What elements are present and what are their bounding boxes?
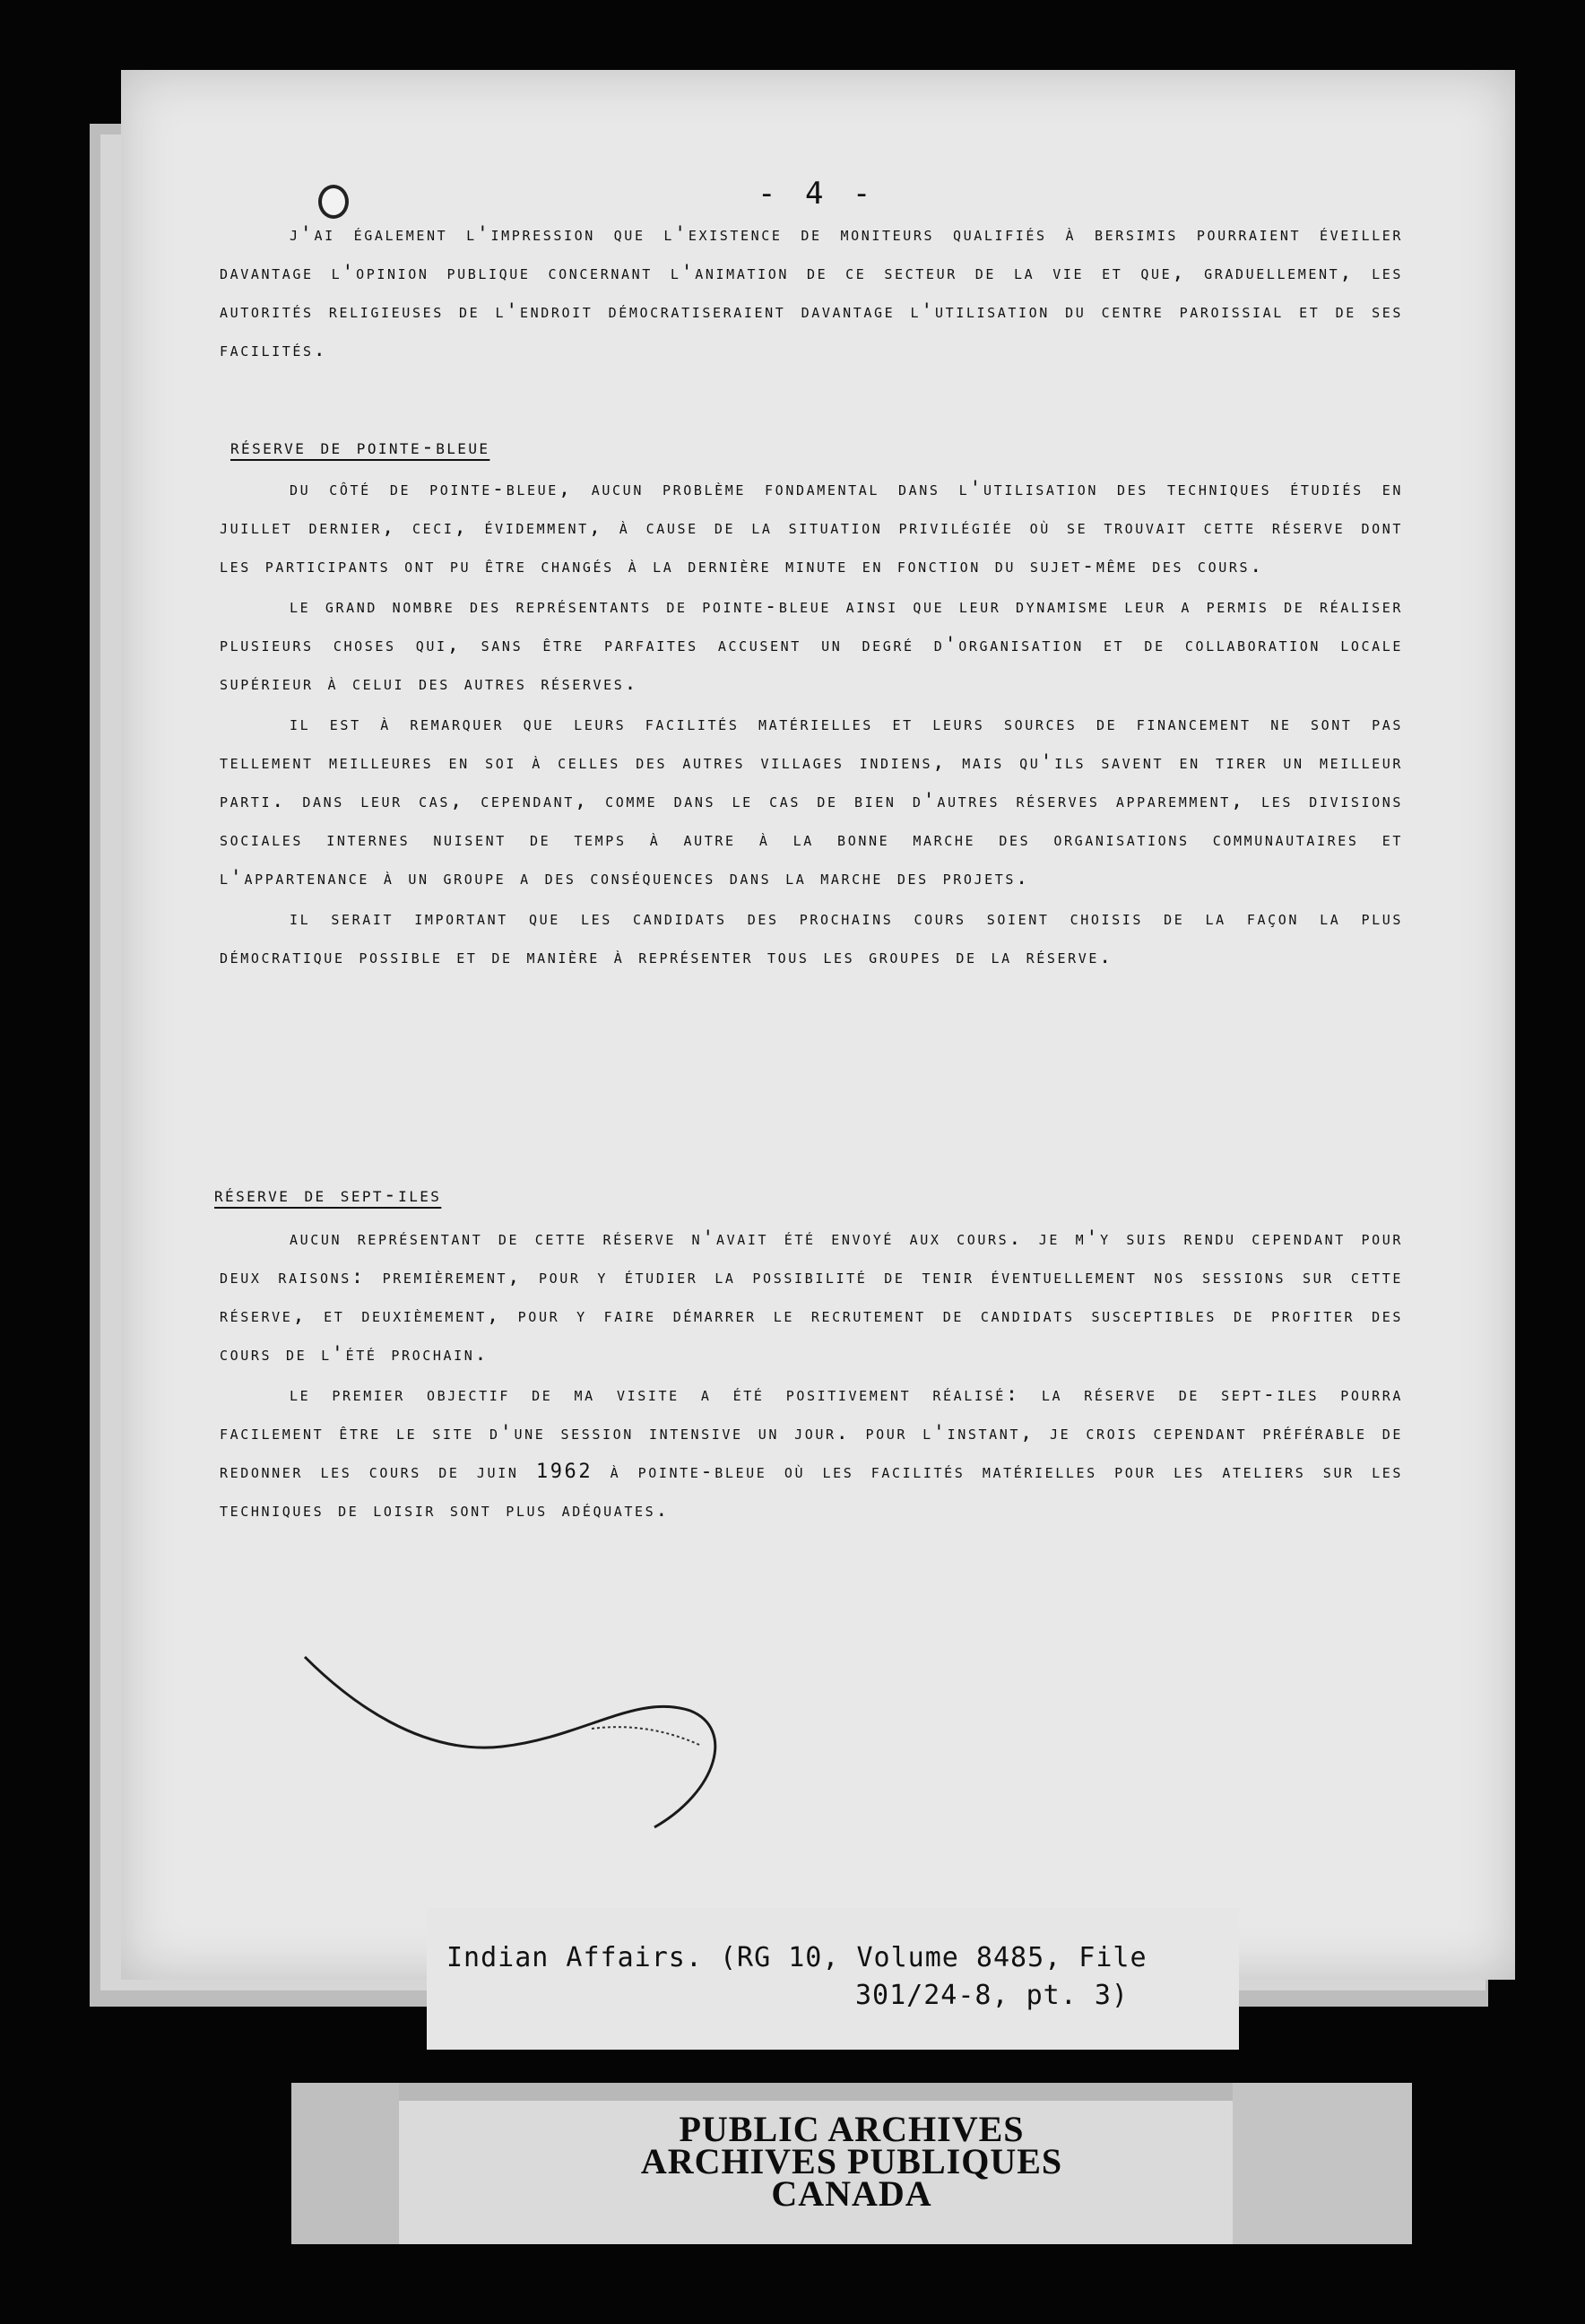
hole-punch-mark: [318, 185, 349, 219]
section-heading-sept-iles: réserve de sept-iles: [214, 1184, 442, 1207]
paragraph: aucun représentant de cette réserve n'avait été envoyé aux cours. je m'y suis rendu cependant pour deux raisons: premièrement, pour y étudier la possibilité de tenir éventuellement nos sessions sur cette réserve, et deuxièmement, pour y faire démarrer le recrutement de candidats susceptibles de profiter des cours de l'été prochain.: [220, 1227, 1404, 1366]
section-body-sept-iles: [220, 1219, 1403, 1530]
archive-stamp-strip: [291, 2083, 1412, 2244]
document-page: [121, 70, 1515, 1980]
archive-reference-line: Indian Affairs. (RG 10, Volume 8485, File: [446, 1942, 1148, 1973]
archive-reference-label: [427, 1908, 1239, 2050]
archive-stamp-line: PUBLIC ARCHIVES: [679, 2109, 1025, 2149]
handwritten-signature: [296, 1639, 834, 1845]
intro-block: [220, 215, 1403, 369]
paragraph: le grand nombre des représentants de pointe-bleue ainsi que leur dynamisme leur a permis de réaliser plusieurs choses qui, sans être parfaites accusent un degré d'organisation et de collaboration locale supérieur à celui des autres réserves.: [220, 595, 1403, 695]
paragraph: il est à remarquer que leurs facilités matérielles et leurs sources de financement ne sont pas tellement meilleures en soi à celles des autres villages indiens, mais qu'ils savent en tirer un meilleur parti. dans leur cas, cependant, comme dans le cas de bien d'autres réserves apparemment, les divisions sociales internes nuisent de temps à autre à la bonne marche des organisations communautaires et l'appartenance à un groupe a des conséquences dans la marche des projets.: [220, 713, 1403, 889]
archive-stamp-line: CANADA: [771, 2173, 932, 2214]
section-heading-pointe-bleue: réserve de pointe-bleue: [230, 436, 490, 459]
paragraph: j'ai également l'impression que l'existence de moniteurs qualifiés à bersimis pourraient éveiller davantage l'opinion publique concernant l'animation de ce secteur de la vie et que, graduellement, les autorités religieuses de l'endroit démocratiseraient davantage l'utilisation du centre paroissial et de ses facilités.: [220, 223, 1403, 361]
paragraph: le premier objectif de ma visite a été positivement réalisé: la réserve de sept-iles pourra facilement être le site d'une session intensive un jour. pour l'instant, je crois cependant préférable de redonner les cours de juin 1962 à pointe-bleue où les facilités matérielles pour les ateliers sur les techniques de loisir sont plus adéquates.: [220, 1383, 1404, 1522]
page-number: - 4 -: [758, 176, 877, 212]
paragraph: il serait important que les candidats des prochains cours soient choisis de la façon la plus démocratique possible et de manière à représenter tous les groupes de la réserve.: [220, 907, 1403, 968]
section-body-pointe-bleue: [220, 470, 1403, 976]
paragraph: du côté de pointe-bleue, aucun problème fondamental dans l'utilisation des techniques étudiés en juillet dernier, ceci, évidemment, à cause de la situation privilégiée où se trouvait cette réserve dont les participants ont pu être changés à la dernière minute en fonction du sujet-même des cours.: [220, 478, 1403, 577]
archive-stamp-line: ARCHIVES PUBLIQUES: [640, 2141, 1063, 2181]
archive-reference-line: 301/24-8, pt. 3): [855, 1980, 1129, 2011]
